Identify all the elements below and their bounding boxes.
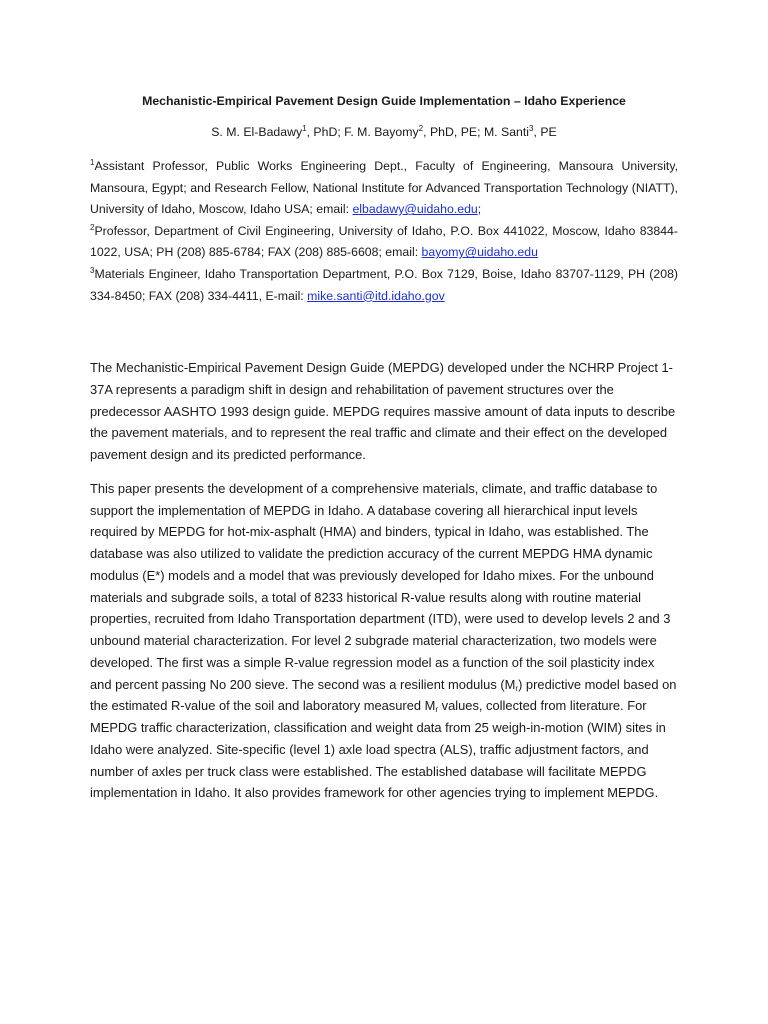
affiliation-1: $^1$Assistant Professor, Public Works Engineering Dept., Faculty of Engineering, Mansoura University, Mansoura, Egypt; and Research Fellow, National Institute for Advanced Transportation Technology (NIATT), University of Idaho, Moscow, Idaho USA; email: elbadawy@uidaho.edu;	[90, 158, 678, 217]
affiliation-marker: 2	[90, 222, 95, 232]
author-affiliation-marker: 3	[529, 124, 534, 133]
author-name: F. M. Bayomy	[344, 125, 419, 139]
abstract	[90, 357, 678, 804]
affiliation-marker: 1	[90, 158, 95, 167]
affiliation-2: $^2$Professor, Department of Civil Engineering, University of Idaho, P.O. Box 441022, Moscow, Idaho 83844-1022, USA; PH (208) 885-6784; FAX (208) 885-6608; email: bayomy@uidaho.edu	[90, 222, 678, 260]
author-affiliation-marker: 2	[418, 124, 424, 133]
author-line: S. M. El-Badawy$^1$, PhD; F. M. Bayomy$^2$, PhD, PE; M. Santi$^3$, PE	[211, 124, 557, 139]
email-link-elbadawy[interactable]: elbadawy@uidaho.edu	[352, 202, 478, 217]
abstract-paragraph-2: This paper presents the development of a comprehensive materials, climate, and traffic database to support the implementation of MEPDG in Idaho. A database covering all hierarchical input levels required by MEPDG for hot-mix-asphalt (HMA) and binders, typical in Idaho, was established. The database was also utilized to validate the prediction accuracy of the current MEPDG HMA dynamic modulus (E*) models and a model that was previously developed for Idaho mixes. For the unbound materials and subgrade soils, a total of 8233 historical R-value results along with routine material properties, recruited from Idaho Transportation department (ITD), were used to develop levels 2 and 3 unbound material characterization. For level 2 subgrade material characterization, two models were developed. The first was a simple R-value regression model as a function of the soil plasticity index and percent passing No 200 sieve. The second was a resilient modulus $(M_r)$ predictive model based on the estimated R-value of the soil and laboratory measured $M_r$ values, collected from literature. For MEPDG traffic characterization, classification and weight data from 25 weigh-in-motion (WIM) sites in Idaho were analyzed. Site-specific (level 1) axle load spectra (ALS), traffic adjustment factors, and number of axles per truck class were established. The established database will facilitate MEPDG implementation in Idaho. It also provides framework for other agencies trying to implement MEPDG.	[90, 480, 677, 801]
affiliation-marker: 3	[90, 265, 95, 275]
affiliation-3: $^3$Materials Engineer, Idaho Transportation Department, P.O. Box 7129, Boise, Idaho 83707-1129, PH (208) 334-8450; FAX (208) 334-4411, E-mail: mike.santi@itd.idaho.gov	[90, 265, 678, 303]
affiliations	[90, 156, 678, 307]
author-name: S. M. El-Badawy	[211, 125, 303, 139]
email-link-bayomy[interactable]: bayomy@uidaho.edu	[421, 245, 538, 260]
email-link-santi[interactable]: mike.santi@itd.idaho.gov	[307, 288, 445, 303]
author-affiliation-marker: 1	[302, 124, 307, 133]
paper-title: Mechanistic-Empirical Pavement Design Guide Implementation – Idaho Experience	[142, 94, 626, 108]
paper-page	[90, 86, 678, 816]
author-name: M. Santi	[483, 125, 530, 139]
abstract-paragraph-1: The Mechanistic-Empirical Pavement Design Guide (MEPDG) developed under the NCHRP Project 1-37A represents a paradigm shift in design and rehabilitation of pavement structures over the predecessor AASHTO 1993 design guide. MEPDG requires massive amount of data inputs to describe the pavement materials, and to represent the real traffic and climate and their effect on the developed pavement design and its predicted performance.	[90, 360, 676, 463]
